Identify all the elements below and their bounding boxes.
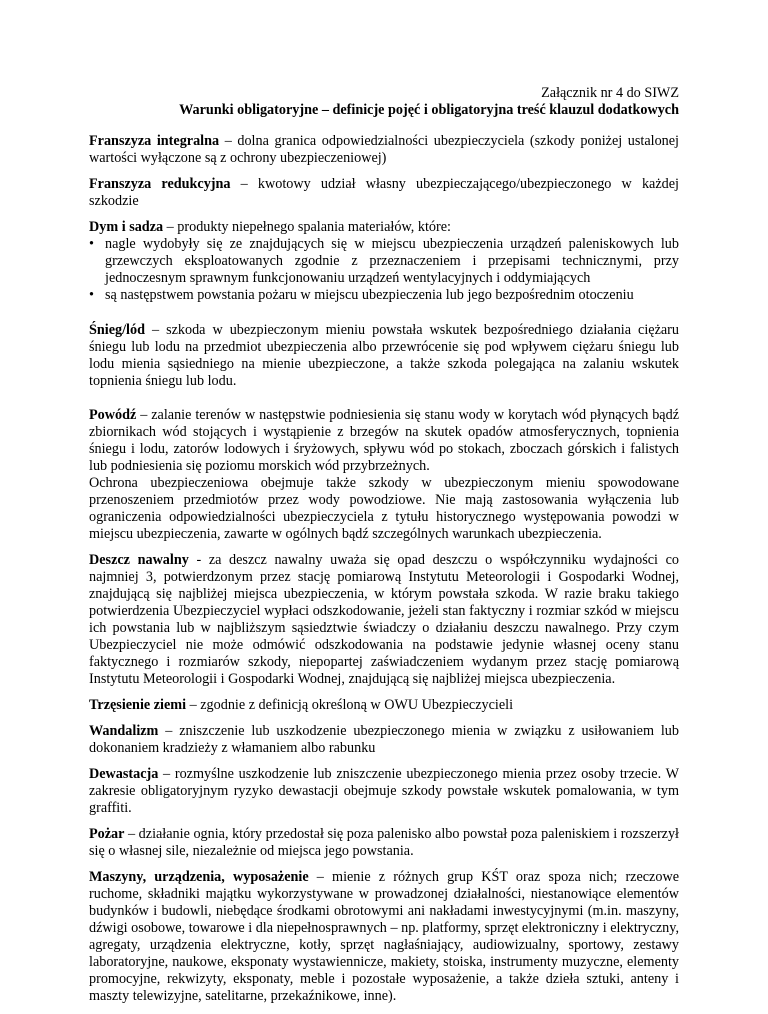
definition-dym-i-sadza	[89, 219, 679, 236]
list-item: • nagle wydobyły się ze znajdujących się w miejscu ubezpieczenia urządzeń paleniskowych lub grzewczych eksploatowanych zgodnie z przeznaczeniem i przepisami technicznymi, przy jednoczesnym sprawnym funkcjonowaniu urządzeń wentylacyjnych i oddymiających	[89, 236, 679, 286]
definition-pozar	[89, 826, 679, 860]
definition-term: Deszcz nawalny	[89, 552, 189, 568]
definition-text: – szkoda w ubezpieczonym mieniu powstała wskutek bezpośredniego działania ciężaru śniegu lub lodu na przedmiot ubezpieczenia albo przewrócenie się pod wpływem ciężaru śniegu lub lodu mienia sąsiedniego na mienie ubezpieczone, a także szkoda polegająca na zalaniu wskutek topnienia śniegu lub lodu.	[89, 322, 679, 389]
bullet-icon: •	[89, 236, 94, 252]
definition-text: – kwotowy udział własny ubezpieczającego/ubezpieczonego w każdej szkodzie	[89, 176, 679, 209]
definition-text: – działanie ognia, który przedostał się poza palenisko albo powstał poza paleniskiem i rozszerzył się o własnej sile, niezależnie od miejsca jego powstania.	[89, 826, 679, 859]
definition-maszyny	[89, 869, 679, 1005]
definition-text: – mienie z różnych grup KŚT oraz spoza nich; rzeczowe ruchome, składniki majątku wykorzystywane w prowadzonej działalności, niestanowiące elementów budynków i budowli, niebędące środkami obrotowymi ani nakładami inwestycyjnymi (m.in. maszyny, dźwigi osobowe, towarowe i dla niepełnosprawnych – np. platformy, sprzęt elektroniczny i elektryczny, agregaty, urządzenia elektryczne, kotły, sprzęt nagłaśniający, audiowizualny, sportowy, zestawy laboratoryjne, naukowe, eksponaty wystawiennicze, makiety, stoiska, instrumenty muzyczne, elementy promocyjne, rekwizyty, eksponaty, meble i pozostałe wyposażenie, a także dzieła sztuki, anteny i maszty telewizyjne, satelitarne, przekaźnikowe, inne).	[89, 869, 679, 1004]
definition-franszyza-integralna	[89, 133, 679, 167]
definition-text: – zniszczenie lub uszkodzenie ubezpieczonego mienia w związku z usiłowaniem lub dokonaniem kradzieży z włamaniem albo rabunku	[89, 723, 679, 756]
definition-wandalizm	[89, 723, 679, 757]
definition-powodz	[89, 407, 679, 475]
definition-text: - za deszcz nawalny uważa się opad deszczu o współczynniku wydajności co najmniej 3, potwierdzonym przez stację pomiarową Instytutu Meteorologii i Gospodarki Wodnej, znajdującą się najbliżej miejsca ubezpieczenia, w którym powstała szkoda. W razie braku takiego potwierdzenia Ubezpieczyciel wypłaci odszkodowanie, jeżeli stan faktyczny i rozmiar szkód w miejscu ich powstania lub w najbliższym sąsiedztwie świadczy o działaniu deszczu nawalnego. Przy czym Ubezpieczyciel nie może odmówić odszkodowania na podstawie jedynie własnej oceny stanu faktycznego i rozmiarów szkody, niepopartej zaświadczeniem wydanym przez stację pomiarową Instytutu Meteorologii i Gospodarki Wodnej, znajdującą się najbliżej miejsca ubezpieczenia.	[89, 552, 679, 687]
definition-text: – dolna granica odpowiedzialności ubezpieczyciela (szkody poniżej ustalonej wartości wyłączone są z ochrony ubezpieczeniowej)	[89, 133, 680, 166]
definition-dewastacja	[89, 766, 679, 817]
definition-term: Franszyza redukcyjna	[89, 176, 231, 192]
definition-trzesienie-ziemi	[89, 697, 679, 714]
definition-term: Wandalizm	[89, 723, 159, 739]
definition-text: – produkty niepełnego spalania materiałów, które:	[163, 219, 451, 235]
definition-franszyza-redukcyjna	[89, 176, 679, 210]
definition-term: Franszyza integralna	[89, 133, 220, 149]
definition-term: Trzęsienie ziemi	[89, 697, 187, 713]
definition-term: Śnieg/lód	[89, 322, 145, 338]
definition-text: – zalanie terenów w następstwie podniesienia się stanu wody w korytach wód płynących bądź zbiornikach wód stojących i wystąpienie z brzegów na skutek opadów atmosferycznych, topnienia śniegu i lodu, zatorów lodowych i śryżowych, spływu wód po stokach, zboczach górskich i falistych lub podniesienia się poziomu morskich wód przybrzeżnych.	[89, 407, 679, 474]
document-title: Warunki obligatoryjne – definicje pojęć i obligatoryjna treść klauzul dodatkowych	[179, 102, 679, 118]
definition-text: – rozmyślne uszkodzenie lub zniszczenie ubezpieczonego mienia przez osoby trzecie. W zakresie obligatoryjnym ryzyko dewastacji obejmuje szkody powstałe wskutek pomalowania, w tym graffiti.	[89, 766, 679, 816]
dym-bullet-list	[89, 236, 679, 304]
definition-snieg-lod	[89, 322, 679, 390]
definition-term: Dym i sadza	[89, 219, 164, 235]
document-page	[89, 85, 679, 1014]
definition-term: Dewastacja	[89, 766, 159, 782]
annex-label: Załącznik nr 4 do SIWZ	[541, 85, 679, 101]
definition-term: Pożar	[89, 826, 125, 842]
definition-text: – zgodnie z definicją określoną w OWU Ubezpieczycieli	[186, 697, 514, 713]
bullet-icon: •	[89, 287, 94, 303]
definition-deszcz-nawalny	[89, 552, 679, 688]
definition-term: Powódź	[89, 407, 137, 423]
definition-powodz-extra: Ochrona ubezpieczeniowa obejmuje także szkody w ubezpieczonym mieniu spowodowane przenoszeniem przedmiotów przez wody powodziowe. Nie mają zastosowania wyłączenia lub ograniczenia odpowiedzialności ubezpieczyciela z tytułu historycznego występowania powodzi w miejscu ubezpieczenia, zawarte w ogólnych bądź szczególnych warunkach ubezpieczenia.	[89, 475, 679, 542]
list-item: • są następstwem powstania pożaru w miejscu ubezpieczenia lub jego bezpośrednim otoczeniu	[89, 287, 634, 303]
definition-term: Maszyny, urządzenia, wyposażenie	[89, 869, 309, 885]
